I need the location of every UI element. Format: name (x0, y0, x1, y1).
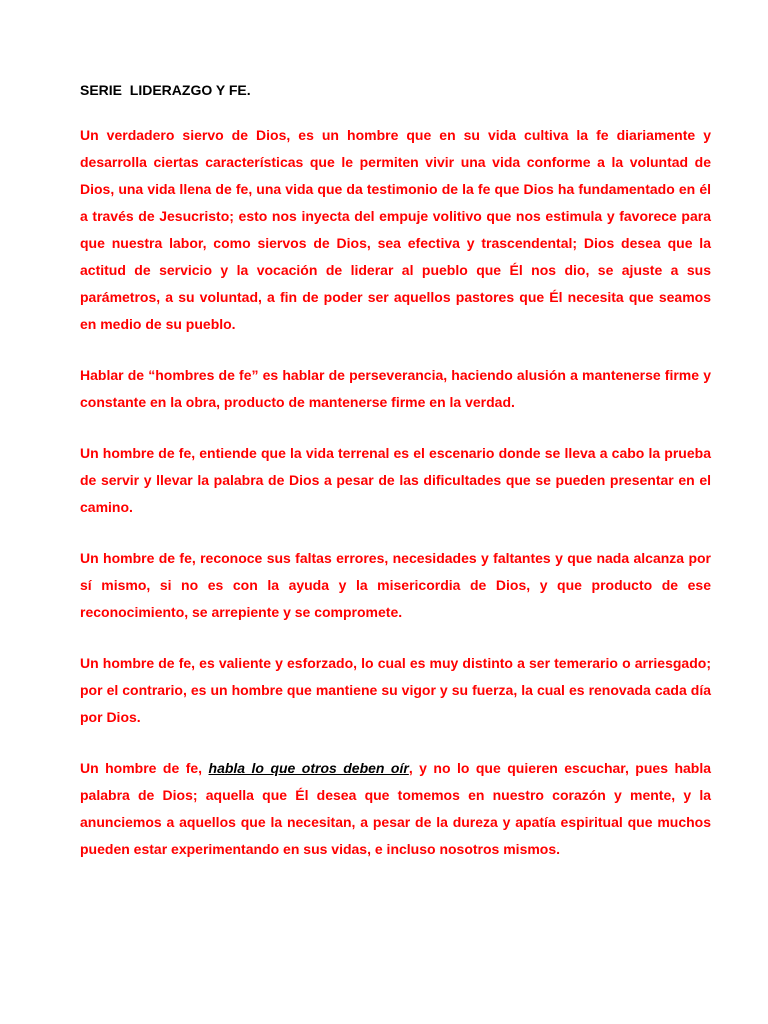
paragraph-hombres-de-fe: Hablar de “hombres de fe” es hablar de perseverancia, haciendo alusión a mantenerse firme y constante en la obra, producto de mantenerse firme en la verdad. (80, 367, 711, 410)
document-title: SERIE LIDERAZGO Y FE. (80, 82, 251, 98)
paragraph-habla-palabra (80, 755, 711, 863)
document-page (80, 80, 711, 887)
paragraph-reconoce-faltas: Un hombre de fe, reconoce sus faltas errores, necesidades y faltantes y que nada alcanza por sí mismo, si no es con la ayuda y la misericordia de Dios, y que producto de ese reconocimiento, se arrepiente y se compromete. (80, 550, 711, 620)
paragraph-vida-terrenal: Un hombre de fe, entiende que la vida terrenal es el escenario donde se lleva a cabo la prueba de servir y llevar la palabra de Dios a pesar de las dificultades que se pueden presentar en el camino. (80, 445, 711, 515)
paragraph-siervo-de-dios: Un verdadero siervo de Dios, es un hombre que en su vida cultiva la fe diariamente y desarrolla ciertas características que le permiten vivir una vida conforme a la voluntad de Dios, una vida llena de fe, una vida que da testimonio de la fe que Dios ha fundamentado en él a través de Jesucristo; esto nos inyecta del empuje volitivo que nos estimula y favorece para que nuestra labor, como siervos de Dios, sea efectiva y trascendental; Dios desea que la actitud de servicio y la vocación de liderar al pueblo que Él nos dio, se ajuste a sus parámetros, a su voluntad, a fin de poder ser aquellos pastores que Él necesita que seamos en medio de su pueblo. (80, 127, 711, 332)
paragraph-valiente-esforzado: Un hombre de fe, es valiente y esforzado, lo cual es muy distinto a ser temerario o arriesgado; por el contrario, es un hombre que mantiene su vigor y su fuerza, la cual es renovada cada día por Dios. (80, 655, 711, 725)
emphasized-phrase: habla lo que otros deben oír (208, 760, 409, 776)
paragraph-habla-intro: Un hombre de fe, (80, 760, 209, 776)
paragraph-habla-rest: , y no lo que quieren escuchar, pues habla palabra de Dios; aquella que Él desea que tomemos en nuestro corazón y mente, y la anunciemos a aquellos que la necesitan, a pesar de la dureza y apatía espiritual que muchos pueden estar experimentando en sus vidas, e incluso nosotros mismos. (80, 760, 712, 857)
